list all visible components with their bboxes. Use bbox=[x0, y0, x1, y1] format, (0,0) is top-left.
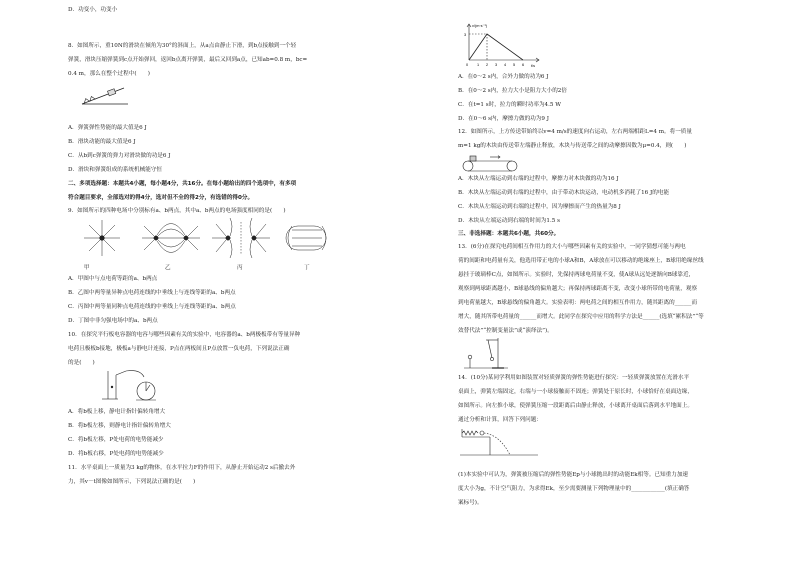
q8-option-c: C．从b到c弹簧的弹力对滑块做的功是6 J bbox=[68, 153, 171, 159]
fig-label-yi: 乙 bbox=[165, 265, 171, 271]
q13-line1: 13．(6分)在探究电荷间相互作用力的大小与哪些因素有关的实验中，一同学猜想可能与两电 bbox=[458, 244, 686, 250]
q14-line1: 14．(10分)某同学利用如图装置对轻质弹簧的弹性势能进行探究：一轻质弹簧放置在光滑水平 bbox=[458, 375, 690, 381]
q11-option-b: B．在0～2 s内，拉力大小是阻力大小的2倍 bbox=[458, 88, 567, 94]
q10-stem-line1: 10．在探究平行板电容器的电容与哪些因素有关的实验中，电容器的a、b两极板带有等量异种 bbox=[68, 332, 301, 338]
fig-label-jia: 甲 bbox=[84, 265, 90, 271]
vt-ylabel: v/(m·s⁻¹) bbox=[472, 24, 488, 28]
q12-option-b: B．木块从左端运动到右端的过程中，由于带动木块运动，电动机多消耗了16 J的电能 bbox=[458, 190, 670, 196]
fig-label-bing: 丙 bbox=[237, 265, 243, 271]
q14-part1-line1: (1)本实验中可认为，弹簧被压缩后的弹性势能Ep与小球抛出时的动能Ek相等。已知重力加速 bbox=[458, 472, 689, 478]
q14-line2: 桌面上，弹簧左端固定，右端与一小球接触而不固连；弹簧处于原长时，小球恰好在桌面边缘， bbox=[458, 389, 693, 395]
q11-stem-line2: 力，其v－t图像如图所示，下列说法正确的是( ) bbox=[68, 479, 196, 485]
q10-option-b: B．将b板左移，则静电计指针偏转角增大 bbox=[68, 423, 171, 429]
q12-stem-line2: m=1 kg的木块由传送带左端静止释放，木块与传送带之间的动摩擦因数为μ=0.4，则( ) bbox=[458, 143, 687, 149]
q11-option-c: C．在t=1 s时，拉力的瞬时功率为4.5 W bbox=[458, 102, 561, 108]
q8-stem-line3: 0.4 m，那么在整个过程中( ) bbox=[68, 71, 150, 77]
q11-stem-line1: 11．水平桌面上一质量为3 kg的物体，在水平拉力F的作用下，从静止开始运动2 s后撤去外 bbox=[68, 465, 296, 471]
capacitor-electrometer-figure bbox=[100, 369, 160, 407]
q13-line7: 效替代法”“控制变量法”或“演绎法”)。 bbox=[458, 328, 553, 334]
vt-graph bbox=[461, 20, 547, 70]
q13-line5: 到电荷量越大，B球悬线的偏角越大。实验表明：两电荷之间的相互作用力，随其距离的______而 bbox=[458, 300, 698, 306]
q10-stem-line3: 的是( ) bbox=[68, 360, 95, 366]
q9-option-d: D．丁图中非匀强电场中的a、b两点 bbox=[68, 318, 158, 324]
section2-heading: 二、多项选择题：本题共4小题，每小题4分，共16分。在每小题给出的四个选项中，有多项 bbox=[68, 181, 297, 187]
q10-option-c: C．将b板左移，P处电荷的电势能减少 bbox=[68, 437, 164, 443]
q8-stem-line1: 8．如图所示，重10N的滑块在倾角为30°的斜面上，从a点由静止下滑，到b点接触到一个轻 bbox=[68, 43, 297, 49]
vt-xtick-0: 0 bbox=[466, 63, 469, 67]
q8-stem-line2: 弹簧，滑块压缩弹簧到c点开始弹回，返回b点离开弹簧，最后又回到a点，已知ab=0.8 m，bc= bbox=[68, 57, 308, 63]
q14-line4: 通过分析和计算，回答下列问题： bbox=[458, 417, 542, 423]
q9-option-a: A．甲图中与点电荷等距的a、b两点 bbox=[68, 276, 158, 282]
vt-xtick-4: 4 bbox=[504, 63, 507, 67]
q14-part1-line2: 度大小为g，不计空气阻力，为求得Ek，至少需要测量下列物理量中的____________(填正确答 bbox=[458, 486, 690, 492]
section2-heading-cont: 符合题目要求，全部选对的得4分，选对但不全的得2分，有选错的得0分。 bbox=[68, 195, 254, 201]
q9-option-c: C．丙图中两等量同种点电荷连线的中垂线上与连线等距的a、b两点 bbox=[68, 304, 236, 310]
section3-heading: 三、非选择题：本题共6小题，共60分。 bbox=[458, 231, 560, 237]
q12-option-a: A．木块从左端运动到右端的过程中，摩擦力对木块做的功为16 J bbox=[458, 176, 619, 182]
q12-option-c: C．木块从左端运动到右端的过程中，因为摩擦而产生的热量为8 J bbox=[458, 204, 621, 210]
vt-xtick-1: 1 bbox=[477, 63, 480, 67]
q14-part1-line3: 案标号)。 bbox=[458, 500, 483, 506]
vt-xtick-5: 5 bbox=[513, 63, 516, 67]
q8-option-b: B．滑块动能的最大值是6 J bbox=[68, 139, 136, 145]
q14-line3: 如图所示。向左推小球，使弹簧压缩一段距离后由静止释放，小球离开桌面后落到水平地面上。 bbox=[458, 403, 693, 409]
vt-xlabel: t/s bbox=[531, 64, 536, 68]
q13-line4: 观察到两球距离越小，B球悬线的偏角越大；再保持两球距离不变，改变小球所带的电荷量，观察 bbox=[458, 286, 698, 292]
vt-xtick-6: 6 bbox=[522, 63, 525, 67]
vt-ytick: 3 bbox=[464, 33, 467, 37]
q7-option-d: D．功变小，功变小 bbox=[68, 7, 118, 13]
q12-option-d: D．木块从左端运动到右端的时间为1.5 s bbox=[458, 218, 560, 224]
incline-spring-figure bbox=[80, 82, 130, 108]
electric-field-figures bbox=[78, 218, 336, 264]
q8-option-d: D．滑块和弹簧组成的系统机械能守恒 bbox=[68, 167, 162, 173]
q8-option-a: A．弹簧弹性势能的最大值是6 J bbox=[68, 125, 147, 131]
conveyor-belt-figure bbox=[460, 153, 520, 175]
q9-option-b: B．乙图中两等量异种点电荷连线的中垂线上与连线等距的a、b两点 bbox=[68, 290, 236, 296]
q10-option-d: D．将b板右移，P处电荷的电势能减少 bbox=[68, 451, 164, 457]
q11-option-d: D．在0～6 s内，摩擦力做的功为9 J bbox=[458, 116, 549, 122]
vt-xtick-3: 3 bbox=[495, 63, 498, 67]
q13-line6: 增大，随其所带电荷量的______而增大。此同学在探究中应用的科学方法是______(选填“累积法”“等 bbox=[458, 314, 704, 320]
q13-line3: 悬挂于玻璃棒C点，如图所示。实验时，先保持两球电荷量不变，使A球从远处逐渐向B球靠近， bbox=[458, 272, 695, 278]
charged-balls-figure bbox=[462, 336, 512, 372]
q13-line2: 荷的间距和电荷量有关，他选用带正电的小球A和B，A球放在可以移动的绝缘座上，B球用绝缘丝线 bbox=[458, 258, 704, 264]
q11-option-a: A．在0～2 s内，合外力做的功为6 J bbox=[458, 74, 549, 80]
spring-table-figure bbox=[460, 427, 540, 459]
q12-stem-line1: 12．如图所示，上方传送带始终以v=4 m/s的速度向右运动，左右两端相距L=4 m。将一质量 bbox=[458, 129, 692, 135]
q10-stem-line2: 电荷且极板b接地，极板a与静电计连接，P点在两板间且P点放置一负电荷，下列说法正确 bbox=[68, 346, 290, 352]
q9-stem: 9．如图所示的四种电场中分别标有a、b两点，其中a、b两点的电场强度相同的是( ) bbox=[68, 208, 286, 214]
vt-xtick-2: 2 bbox=[486, 63, 489, 67]
fig-label-ding: 丁 bbox=[304, 265, 310, 271]
q10-option-a: A．将b板上移，静电计指针偏转角增大 bbox=[68, 409, 166, 415]
